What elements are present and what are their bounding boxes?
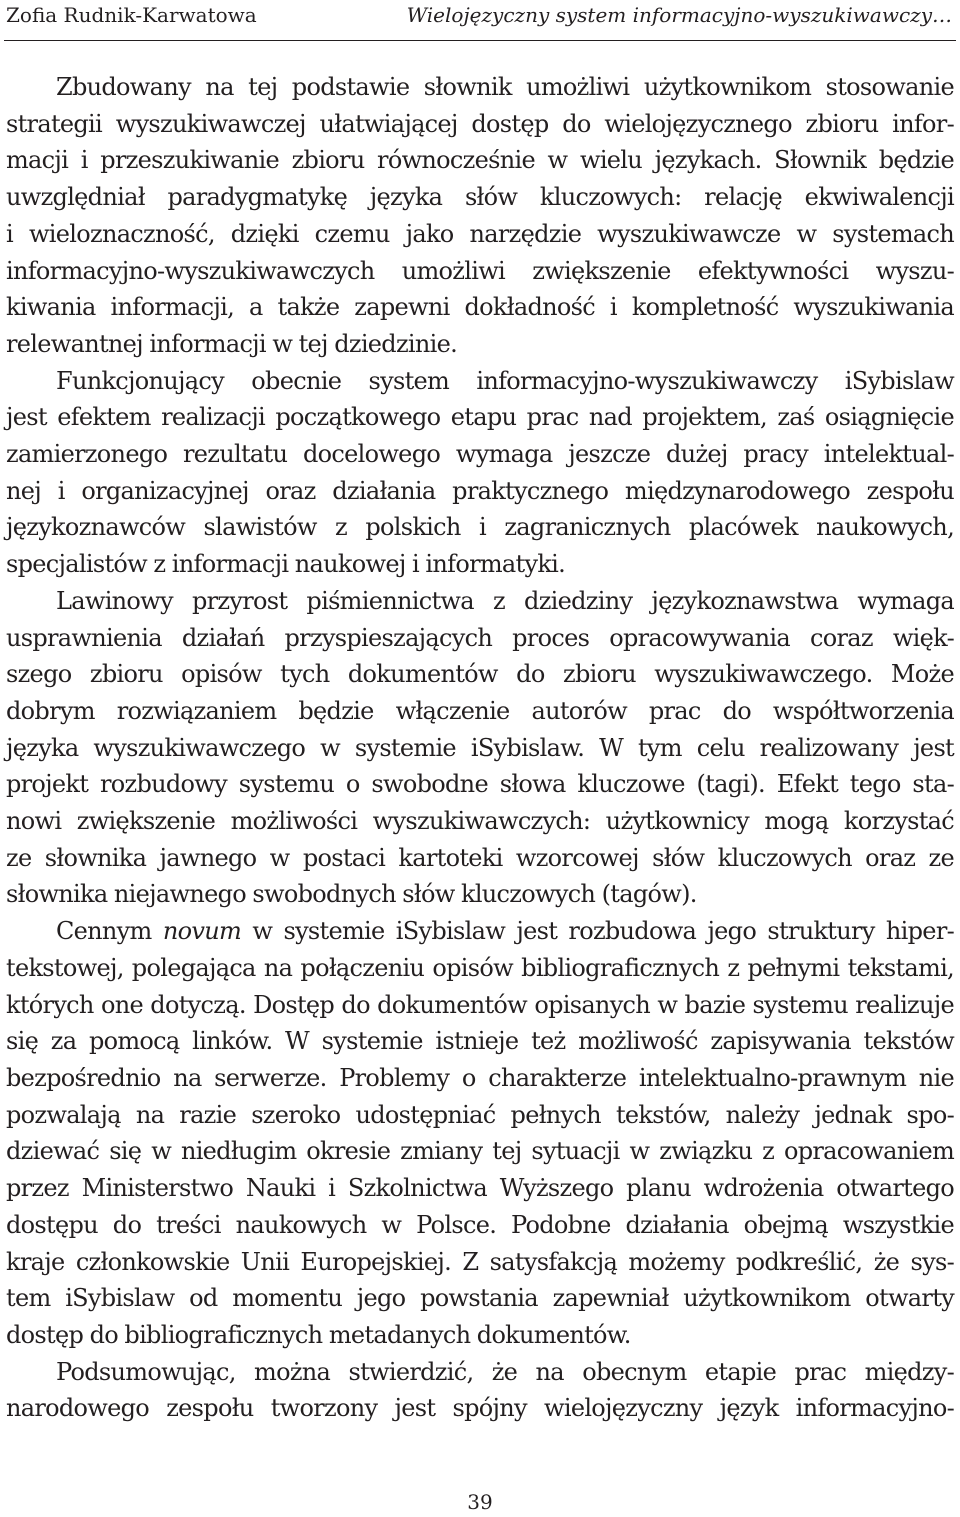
page-number: 39 (467, 1490, 493, 1514)
paragraph-2 (6, 363, 954, 583)
text-line: dziewać się w niedługim okresie zmiany tej sytuacji w związku z opracowaniem (6, 1137, 954, 1166)
text-line: tekstowej, polegająca na połączeniu opisów bibliograficznych z pełnymi tekstami, (6, 953, 954, 982)
text-line: macji i przeszukiwanie zbioru równocześnie w wielu językach. Słownik będzie (6, 146, 954, 175)
text-line: dostęp do bibliograficznych metadanych dokumentów. (6, 1320, 631, 1349)
text-line: Podsumowując, można stwierdzić, że na obecnym etapie prac między- (56, 1357, 954, 1386)
text-line: Lawinowy przyrost piśmiennictwa z dziedziny językoznawstwa wymaga (56, 586, 954, 615)
italic-term: novum (162, 917, 242, 946)
text-line: nej i organizacyjnej oraz działania praktycznego międzynarodowego zespołu (6, 476, 954, 505)
text-line: tem iSybislaw od momentu jego powstania zapewniał użytkownikom otwarty (6, 1284, 954, 1313)
running-header (6, 0, 952, 34)
text-line: informacyjno-wyszukiwawczych umożliwi zwiększenie efektywności wyszu- (6, 256, 954, 285)
text-line: języka wyszukiwawczego w systemie iSybislaw. W tym celu realizowany jest (6, 733, 954, 762)
text-line: kraje członkowskie Unii Europejskiej. Z satysfakcją możemy podkreślić, że sys- (6, 1247, 954, 1276)
text-line: bezpośrednio na serwerze. Problemy o charakterze intelektualno-prawnym nie (6, 1063, 954, 1092)
running-header-title: Wielojęzyczny system informacyjno-wyszukiwawczy… (406, 3, 952, 27)
text-run: Cennym (56, 917, 163, 946)
text-line: kiwania informacji, a także zapewni dokładność i kompletność wyszukiwania (6, 293, 954, 322)
text-line: nowi zwiększenie możliwości wyszukiwawczych: użytkownicy mogą korzystać (6, 807, 954, 836)
text-line: usprawnienia działań przyspieszających proces opracowywania coraz więk- (6, 623, 954, 652)
text-line: specjalistów z informacji naukowej i informatyki. (6, 550, 566, 579)
text-line: dobrym rozwiązaniem będzie włączenie autorów prac do współtworzenia (6, 696, 954, 725)
paragraph-4 (6, 913, 954, 1353)
text-line: zamierzonego rezultatu docelowego wymaga jeszcze dużej pracy intelektual- (6, 440, 954, 469)
text-line: Funkcjonujący obecnie system informacyjno-wyszukiwawczy iSybislaw (56, 366, 954, 395)
text-line: projekt rozbudowy systemu o swobodne słowa kluczowe (tagi). Efekt tego sta- (6, 770, 954, 799)
text-line: narodowego zespołu tworzony jest spójny wielojęzyczny język informacyjno- (6, 1394, 954, 1423)
body-text (6, 69, 954, 1427)
header-rule (4, 40, 956, 41)
text-line: Zbudowany na tej podstawie słownik umożliwi użytkownikom stosowanie (56, 73, 954, 101)
text-line: uwzględniał paradygmatykę języka słów kluczowych: relację ekwiwalencji (6, 183, 954, 212)
text-line: jest efektem realizacji początkowego etapu prac nad projektem, zaś osiągnięcie (6, 403, 954, 432)
text-line: szego zbioru opisów tych dokumentów do zbioru wyszukiwawczego. Może (6, 660, 954, 689)
text-line: strategii wyszukiwawczej ułatwiającej dostęp do wielojęzycznego zbioru infor- (6, 109, 954, 138)
text-line: i wieloznaczność, dzięki czemu jako narzędzie wyszukiwawcze w systemach (6, 219, 954, 248)
text-line: się za pomocą linków. W systemie istnieje też możliwość zapisywania tekstów (6, 1027, 954, 1056)
text-line: pozwalają na razie szeroko udostępniać pełnych tekstów, należy jednak spo- (6, 1100, 954, 1129)
text-line: słownika niejawnego swobodnych słów kluczowych (tagów). (6, 880, 697, 909)
paragraph-1 (6, 69, 954, 363)
running-header-author: Zofia Rudnik-Karwatowa (6, 3, 257, 27)
text-line: relewantnej informacji w tej dziedzinie. (6, 329, 458, 358)
text-line: których one dotyczą. Dostęp do dokumentów opisanych w bazie systemu realizuje (6, 990, 954, 1019)
text-line: przez Ministerstwo Nauki i Szkolnictwa Wyższego planu wdrożenia otwartego (6, 1174, 954, 1203)
paragraph-5 (6, 1354, 954, 1427)
text-line: ze słownika jawnego w postaci kartoteki wzorcowej słów kluczowych oraz ze (6, 843, 954, 872)
text-line: dostępu do treści naukowych w Polsce. Podobne działania obejmą wszystkie (6, 1210, 954, 1239)
text-run: w systemie iSybislaw jest rozbudowa jego struktury hiper- (241, 917, 954, 946)
text-line (6, 913, 954, 950)
text-line: językoznawców slawistów z polskich i zagranicznych placówek naukowych, (6, 513, 954, 542)
paragraph-3 (6, 583, 954, 913)
